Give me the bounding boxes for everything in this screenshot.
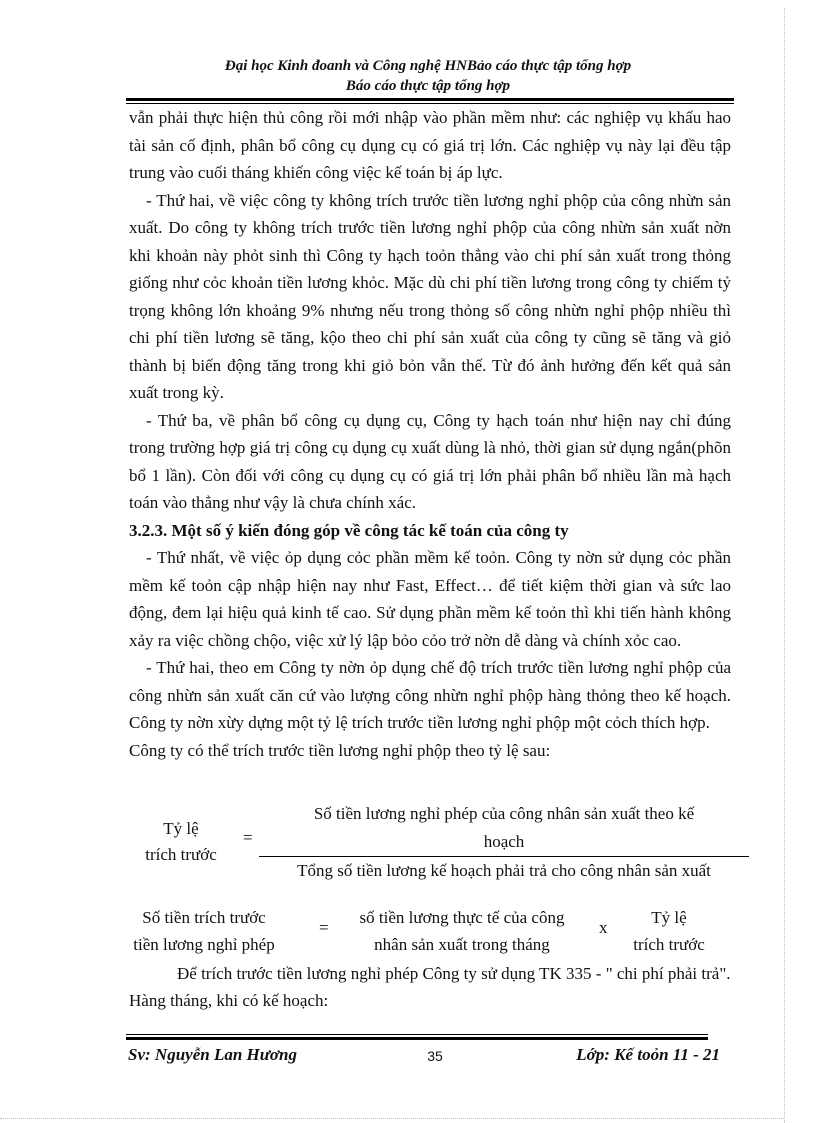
formula-rate-numerator-line1: Số tiền lương nghỉ phép của công nhân sản xuất theo kế	[313, 804, 695, 823]
formula-amount-rate-line1: Tỷ lệ	[651, 908, 687, 927]
paragraph-second-issue: - Thứ hai, về việc công ty không trích trước tiền lương nghỉ phộp của công nhừn sản xuất. Do công ty không trích trước tiền lương nghỉ phộp của công nhừn sản xuất nờn khi khoản này phỏt sinh thì Công ty hạch toỏn thẳng vào chi phí sản xuất trong thỏng giống như cỏc khoản tiền lương khỏc. Mặc dù chi phí tiền lương trong công ty chiếm tỷ trọng không lớn khoảng 9% nhưng nếu trong thỏng số công nhừn nghỉ phộp nhiều thì chi phí tiền lương sẽ tăng, kộo theo chi phí sản xuất của công ty cũng sẽ tăng và giỏ thành bị biến động tăng trong khi giỏ bỏn vẫn thế. Từ đó ảnh hưởng đến kết quả sản xuất trong kỳ.	[129, 190, 731, 402]
formula-amount	[129, 904, 731, 960]
formula-rate-fraction-bar	[259, 856, 749, 857]
formula-amount-lhs-line1: Số tiền trích trước	[142, 908, 266, 927]
footer-student-name: Sv: Nguyễn Lan Hương	[128, 1045, 298, 1064]
paragraph-first-suggestion: - Thứ nhất, về việc ỏp dụng cỏc phần mềm kế toỏn. Công ty nờn sử dụng cỏc phần mềm kế toỏn cập nhập hiện nay như Fast, Effect… để tiết kiệm thời gian và sức lao động, đem lại hiệu quả kinh tế cao. Sử dụng phần mềm kế toỏn thì khi tiến hành không xảy ra việc chồng chộo, việc xử lý lập bỏo cỏo trở nờn dễ dàng và chính xỏc cao.	[129, 548, 731, 650]
formula-amount-actual-wage-line1: số tiền lương thực tế của công	[359, 908, 565, 927]
formula-amount-equals: =	[319, 918, 329, 937]
page-edge-horizontal	[0, 1118, 784, 1119]
footer-class: Lớp: Kế toỏn 11 - 21	[576, 1045, 720, 1064]
formula-rate-denominator: Tổng số tiền lương kế hoạch phải trả cho công nhân sản xuất	[297, 861, 711, 880]
paragraph-account-usage	[129, 960, 731, 1014]
formula-amount-lhs-line2: tiền lương nghỉ phép	[133, 935, 275, 954]
formula-rate-numerator-line2: hoạch	[483, 832, 525, 851]
paragraph-continuation: vẫn phải thực hiện thủ công rồi mới nhập vào phần mềm như: các nghiệp vụ khấu hao tài sản cố định, phân bổ công cụ dụng cụ có giá trị lớn. Các nghiệp vụ này lại đều tập trung vào cuối tháng khiến công việc kế toán bị áp lực.	[129, 108, 731, 182]
section-heading: 3.2.3. Một số ý kiến đóng góp về công tác kế toán của công ty	[129, 520, 569, 540]
formula-rate-equals: =	[243, 828, 253, 847]
header-rule-thick	[126, 98, 734, 101]
footer-rule	[126, 1034, 708, 1040]
formula-amount-rate-line2: trích trước	[633, 935, 705, 954]
formula-rate	[129, 800, 749, 890]
paragraph-account-usage-text: Để trích trước tiền lương nghỉ phép Công ty sử dụng TK 335 - " chi phí phải trả". Hàng tháng, khi có kế hoạch:	[129, 964, 731, 1010]
paragraph-second-suggestion: - Thứ hai, theo em Công ty nờn ỏp dụng chế độ trích trước tiền lương nghỉ phộp của công nhừn sản xuất căn cứ vào lượng công nhừn nghỉ phộp hàng thỏng theo kế hoạch. Công ty nờn xừy dựng một tỷ lệ trích trước tiền lương nghỉ phộp một cỏch thích hợp.	[129, 658, 731, 732]
footer-rule-thick	[126, 1037, 708, 1040]
paragraph-third-issue: - Thứ ba, về phân bổ công cụ dụng cụ, Công ty hạch toán như hiện nay chỉ đúng trong trường hợp giá trị công cụ dụng cụ xuất dùng là nhỏ, thời gian sử dụng ngắn(phõn bổ 1 lần). Còn đối với công cụ dụng cụ có giá trị lớn phải phân bổ nhiều lần mà hạch toán vào thẳng như vậy là chưa chính xác.	[129, 410, 731, 512]
formula-amount-multiply: x	[599, 918, 608, 937]
page-edge-vertical	[784, 8, 785, 1123]
formula-intro: Công ty có thể trích trước tiền lương nghỉ phộp theo tỷ lệ sau:	[129, 740, 551, 760]
document-body	[129, 104, 731, 764]
footer-rule-thin	[126, 1034, 708, 1035]
formula-amount-actual-wage	[337, 904, 587, 958]
formula-rate-lhs-line2: trích trước	[145, 845, 217, 864]
formula-amount-rate	[614, 904, 724, 958]
header-line-2: Báo cáo thực tập tổng hợp	[345, 78, 511, 94]
formula-rate-lhs-line1: Tỷ lệ	[163, 819, 199, 838]
formula-rate-lhs	[129, 816, 233, 868]
footer-page-number: 35	[427, 1048, 443, 1064]
formula-rate-numerator	[259, 800, 749, 856]
header-line-1: Đại học Kinh đoanh và Công nghệ HNBảo cáo thực tập tổng hợp	[224, 58, 632, 74]
formula-amount-lhs	[129, 904, 279, 958]
formula-amount-actual-wage-line2: nhân sản xuất trong tháng	[374, 935, 550, 954]
